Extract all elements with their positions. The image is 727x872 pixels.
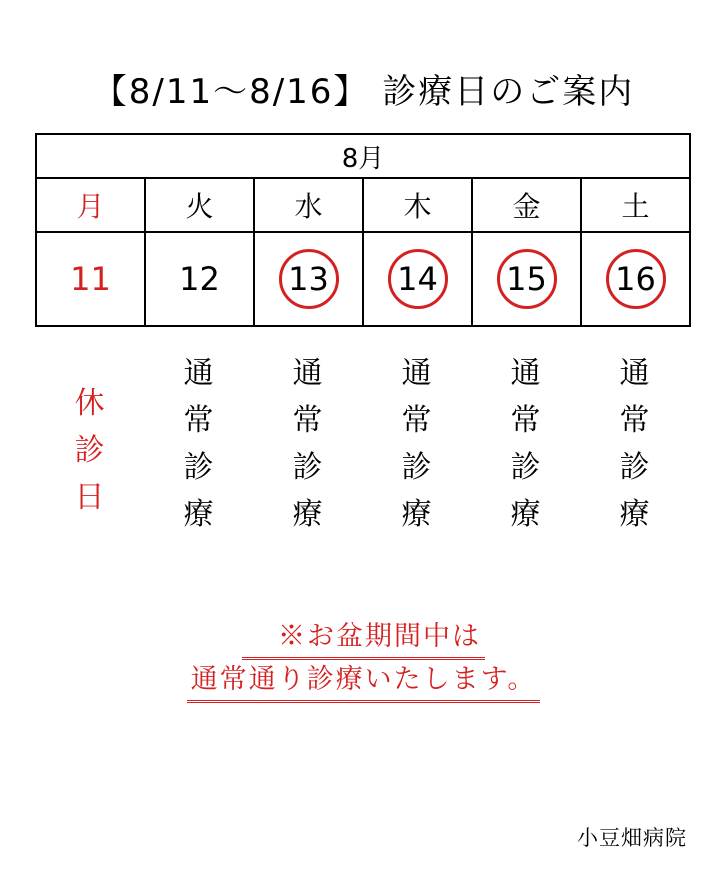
month-row xyxy=(36,134,690,178)
weekday-fri: 金 xyxy=(472,178,581,232)
regular-label-fri xyxy=(471,350,580,538)
weekday-thu: 木 xyxy=(363,178,472,232)
regular-char: 常 xyxy=(401,403,432,438)
regular-char: 療 xyxy=(401,497,432,532)
month-header: 8月 xyxy=(36,134,690,178)
regular-char: 常 xyxy=(183,403,214,438)
regular-char: 診 xyxy=(619,450,650,485)
closed-char: 休 xyxy=(74,386,105,421)
closed-char: 日 xyxy=(74,480,105,515)
weekday-mon: 月 xyxy=(36,178,145,232)
regular-char: 診 xyxy=(401,450,432,485)
date-16-circled: 16 xyxy=(606,249,666,309)
regular-char: 常 xyxy=(292,403,323,438)
weekday-wed: 水 xyxy=(254,178,363,232)
notice-line-1: ※お盆期間中は xyxy=(242,617,485,660)
regular-char: 療 xyxy=(292,497,323,532)
date-cell-13 xyxy=(254,232,363,326)
hospital-name: 小豆畑病院 xyxy=(577,826,687,850)
notice-line-2: 通常通り診療いたします。 xyxy=(187,660,541,703)
regular-label-thu xyxy=(362,350,471,538)
date-cell-12 xyxy=(145,232,254,326)
date-cell-11 xyxy=(36,232,145,326)
regular-char: 通 xyxy=(183,356,214,391)
schedule-notes xyxy=(35,350,691,550)
regular-label-tue xyxy=(144,350,253,538)
date-11: 11 xyxy=(70,260,111,298)
weekday-tue: 火 xyxy=(145,178,254,232)
regular-char: 診 xyxy=(183,450,214,485)
date-13-circled: 13 xyxy=(279,249,339,309)
regular-label-wed xyxy=(253,350,362,538)
date-cell-14 xyxy=(363,232,472,326)
calendar-table xyxy=(35,133,691,327)
regular-char: 療 xyxy=(183,497,214,532)
closed-day-label xyxy=(35,380,144,521)
date-12: 12 xyxy=(179,260,220,298)
regular-char: 診 xyxy=(292,450,323,485)
regular-label-sat xyxy=(580,350,689,538)
date-cell-15 xyxy=(472,232,581,326)
regular-char: 通 xyxy=(510,356,541,391)
weekday-sat: 土 xyxy=(581,178,690,232)
regular-char: 療 xyxy=(510,497,541,532)
date-cell-16 xyxy=(581,232,690,326)
page-title: 【8/11～8/16】 診療日のご案内 xyxy=(92,72,635,112)
regular-char: 常 xyxy=(510,403,541,438)
regular-char: 通 xyxy=(401,356,432,391)
closed-char: 診 xyxy=(74,433,105,468)
date-15-circled: 15 xyxy=(497,249,557,309)
weekday-row xyxy=(36,178,690,232)
obon-notice xyxy=(0,617,727,703)
regular-char: 通 xyxy=(619,356,650,391)
date-14-circled: 14 xyxy=(388,249,448,309)
regular-char: 療 xyxy=(619,497,650,532)
regular-char: 常 xyxy=(619,403,650,438)
regular-char: 診 xyxy=(510,450,541,485)
date-row xyxy=(36,232,690,326)
regular-char: 通 xyxy=(292,356,323,391)
